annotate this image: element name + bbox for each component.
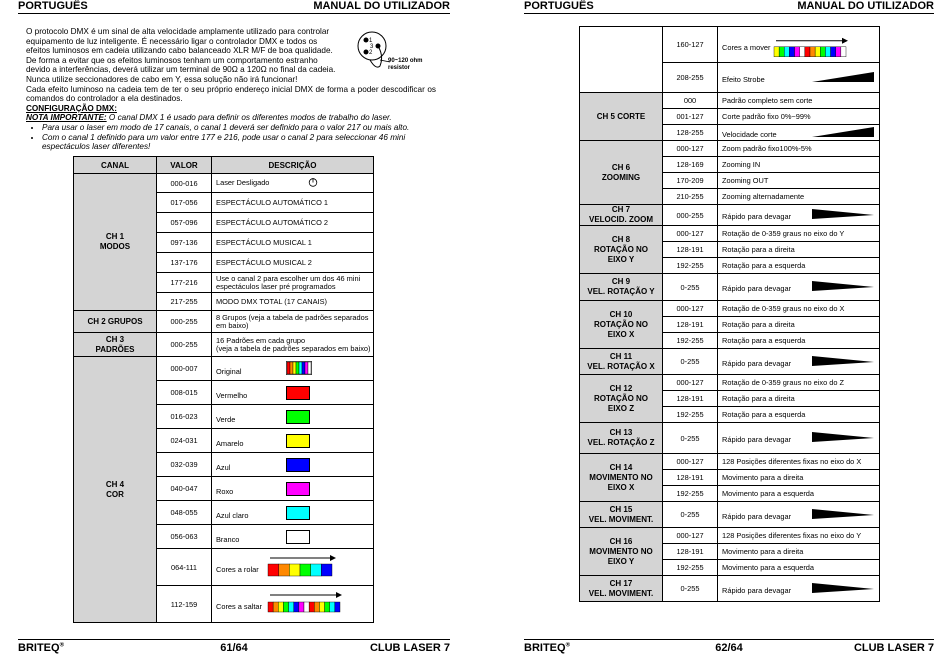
- important-note: [26, 113, 436, 151]
- note-bullet: • Para usar o laser em modo de 17 canais, o canal 1 deverá ser definido para o valor 217 ou mais alto.: [42, 123, 436, 133]
- description-cell: [718, 576, 880, 602]
- description-cell: [718, 528, 880, 544]
- value-cell: 000-255: [157, 311, 212, 333]
- table-row: [580, 349, 880, 375]
- value-cell: 177-216: [157, 273, 212, 293]
- description-text: Amarelo: [216, 438, 244, 448]
- value-cell: 192-255: [663, 407, 718, 423]
- description-text: Laser Desligado: [216, 178, 270, 187]
- description-text: 16 Padrões em cada grupo (veja a tabela de padrões separados em baixo): [216, 335, 371, 353]
- description-text: Zooming alternadamente: [722, 191, 805, 201]
- description-cell: [212, 549, 374, 586]
- description-cell: [212, 273, 374, 293]
- page-header: [524, 0, 934, 14]
- color-swatch: [286, 386, 310, 400]
- channel-cell: CH 4 COR: [74, 357, 157, 623]
- description-text: Rápido para devagar: [722, 284, 792, 293]
- dmx-table-left: [73, 156, 374, 623]
- value-cell: 097-136: [157, 233, 212, 253]
- color-swatch: [286, 458, 310, 472]
- description-text: ESPECTÁCULO MUSICAL 2: [216, 257, 312, 267]
- value-cell: 000-016: [157, 174, 212, 193]
- description-text: 128 Posições diferentes fixas no eixo do X: [722, 456, 862, 466]
- dmx-table-right: [579, 26, 880, 602]
- description-cell: [212, 405, 374, 429]
- description-cell: [212, 333, 374, 357]
- channel-cell: CH 12 ROTAÇÃO NO EIXO Z: [580, 375, 663, 423]
- description-cell: [718, 93, 880, 109]
- description-cell: [212, 453, 374, 477]
- note-bullets: [42, 123, 436, 152]
- value-cell: 000-127: [663, 454, 718, 470]
- config-title: CONFIGURAÇÃO DMX:: [26, 103, 117, 113]
- description-cell: [212, 586, 374, 623]
- value-cell: 128-191: [663, 391, 718, 407]
- table-row: [580, 27, 880, 63]
- channel-cell: CH 9 VEL. ROTAÇÃO Y: [580, 274, 663, 301]
- description-cell: [212, 525, 374, 549]
- jumping-colors-icon: [266, 591, 342, 617]
- channel-cell: CH 5 CORTE: [580, 93, 663, 141]
- xlr-connector-diagram: [354, 30, 444, 74]
- table-row: [580, 226, 880, 242]
- description-text: Rápido para devagar: [722, 212, 792, 221]
- table-row: [580, 274, 880, 301]
- speed-ramp-down-icon: [812, 356, 874, 368]
- value-cell: 128-255: [663, 125, 718, 141]
- brand-name: BRITEQ: [524, 642, 566, 654]
- value-cell: 000-127: [663, 226, 718, 242]
- value-cell: 128-191: [663, 470, 718, 486]
- description-text: Zoom padrão fixo100%-5%: [722, 143, 812, 153]
- description-text: Rotação de 0-359 graus no eixo do Y: [722, 228, 845, 238]
- speed-ramp-down-icon: [812, 281, 874, 293]
- footer-page-number: 61/64: [220, 642, 248, 654]
- power-icon: [308, 177, 318, 189]
- registered-mark: ®: [565, 642, 570, 649]
- description-cell: [718, 502, 880, 528]
- table-row: [580, 576, 880, 602]
- table-row: [580, 528, 880, 544]
- value-cell: 048-055: [157, 501, 212, 525]
- description-text: Rotação de 0-359 graus no eixo do Z: [722, 377, 845, 387]
- description-text: Movimento para a direita: [722, 472, 804, 482]
- description-cell: [718, 317, 880, 333]
- description-cell: [718, 274, 880, 301]
- note-text: O canal DMX 1 é usado para definir os diferentes modos de trabalho do laser.: [106, 113, 392, 123]
- moving-colors-icon: [772, 38, 848, 62]
- value-cell: 017-056: [157, 193, 212, 213]
- intro-paragraph-2: Cada efeito luminoso na cadeia tem de ter o seu próprio endereço inicial DMX de forma a poder descodificar os comandos do controlador a ela destinados.: [26, 84, 436, 104]
- value-cell: 000: [663, 93, 718, 109]
- table-row: [580, 454, 880, 470]
- value-cell: 040-047: [157, 477, 212, 501]
- note-label: NOTA IMPORTANTE:: [26, 113, 107, 123]
- speed-ramp-down-icon: [812, 509, 874, 521]
- intro-paragraph: [26, 27, 356, 85]
- header-channel: CANAL: [74, 157, 157, 174]
- description-cell: [212, 213, 374, 233]
- color-swatch: [286, 410, 310, 424]
- description-text: Azul: [216, 462, 231, 472]
- right-page: [524, 0, 934, 654]
- description-text: Velocidade corte: [722, 129, 777, 139]
- resistor-label: 90~120 ohm resistor: [388, 58, 423, 71]
- table-row: [74, 357, 374, 381]
- header-description: DESCRIÇÃO: [212, 157, 374, 174]
- channel-cell: CH 14 MOVIMENTO NO EIXO X: [580, 454, 663, 502]
- value-cell: 032-039: [157, 453, 212, 477]
- description-text: MODO DMX TOTAL (17 CANAIS): [216, 296, 328, 306]
- table-row: [74, 311, 374, 333]
- description-text: ESPECTÁCULO MUSICAL 1: [216, 237, 312, 247]
- table-row: [580, 301, 880, 317]
- description-text: Use o canal 2 para escolher um dos 46 mini espectáculos laser pré programados: [216, 273, 361, 291]
- description-cell: [212, 311, 374, 333]
- description-text: Cores a rolar: [216, 565, 259, 574]
- value-cell: 210-255: [663, 189, 718, 205]
- value-cell: 217-255: [157, 293, 212, 311]
- channel-cell: CH 1 MODOS: [74, 174, 157, 311]
- description-text: 128 Posições diferentes fixas no eixo do Y: [722, 530, 862, 540]
- color-swatch: [286, 434, 310, 448]
- value-cell: 208-255: [663, 63, 718, 93]
- description-cell: [718, 189, 880, 205]
- left-page: [18, 0, 450, 654]
- description-text: Rápido para devagar: [722, 511, 792, 521]
- description-cell: [212, 233, 374, 253]
- header-language: PORTUGUÊS: [18, 0, 88, 12]
- description-text: Original: [216, 366, 242, 376]
- channel-cell: CH 17 VEL. MOVIMENT.: [580, 576, 663, 602]
- header-title: MANUAL DO UTILIZADOR: [797, 0, 934, 12]
- description-text: Rotação para a direita: [722, 244, 795, 254]
- header-value: VALOR: [157, 157, 212, 174]
- description-text: Corte padrão fixo 0%~99%: [722, 111, 811, 121]
- xlr-pin-1: 1: [369, 38, 373, 44]
- channel-cell: CH 6 ZOOMING: [580, 141, 663, 205]
- value-cell: 137-176: [157, 253, 212, 273]
- table-row: [74, 333, 374, 357]
- value-cell: 024-031: [157, 429, 212, 453]
- description-cell: [718, 560, 880, 576]
- value-cell: 000-127: [663, 141, 718, 157]
- page-footer: [18, 639, 450, 654]
- value-cell: 056-063: [157, 525, 212, 549]
- description-cell: [718, 63, 880, 93]
- description-cell: [718, 226, 880, 242]
- description-cell: [718, 349, 880, 375]
- description-cell: [718, 301, 880, 317]
- intro-line: efeitos luminosos em cadeia utilizando cabo balanceado XLR M/F de boa qualidade.: [26, 46, 333, 56]
- value-cell: 057-096: [157, 213, 212, 233]
- description-text: Verde: [216, 414, 236, 424]
- value-cell: 000-127: [663, 375, 718, 391]
- table-row: [580, 375, 880, 391]
- description-text: Rotação para a esquerda: [722, 260, 806, 270]
- footer-product: CLUB LASER 7: [369, 642, 450, 654]
- description-text: Vermelho: [216, 390, 248, 400]
- value-cell: 0-255: [663, 423, 718, 454]
- channel-cell: CH 15 VEL. MOVIMENT.: [580, 502, 663, 528]
- description-text: Rápido para devagar: [722, 435, 792, 444]
- description-cell: [718, 205, 880, 226]
- description-text: ESPECTÁCULO AUTOMÁTICO 2: [216, 217, 328, 227]
- value-cell: 192-255: [663, 560, 718, 576]
- speed-ramp-up-icon: [812, 72, 874, 84]
- value-cell: 000-007: [157, 357, 212, 381]
- intro-line: O protocolo DMX é um sinal de alta velocidade amplamente utilizado para controlar: [26, 27, 330, 36]
- description-cell: [718, 486, 880, 502]
- description-text: Padrão completo sem corte: [722, 95, 813, 105]
- description-cell: [718, 423, 880, 454]
- value-cell: 128-169: [663, 157, 718, 173]
- speed-ramp-down-icon: [812, 583, 874, 595]
- description-cell: [718, 454, 880, 470]
- intro-line: De forma a evitar que os efeitos luminosos tenham um comportamento estranho: [26, 55, 318, 65]
- registered-mark: ®: [59, 642, 64, 649]
- value-cell: 008-015: [157, 381, 212, 405]
- description-cell: [212, 477, 374, 501]
- description-text: Rotação de 0-359 graus no eixo do X: [722, 303, 845, 313]
- xlr-pin-3: 3: [370, 44, 374, 50]
- description-cell: [718, 544, 880, 560]
- description-text: Rápido para devagar: [722, 585, 792, 595]
- table-row: [580, 205, 880, 226]
- description-text: Rotação para a esquerda: [722, 409, 806, 419]
- color-swatch: [286, 482, 310, 496]
- value-cell: 0-255: [663, 274, 718, 301]
- description-cell: [718, 27, 880, 63]
- header-language: PORTUGUÊS: [524, 0, 594, 12]
- value-cell: 192-255: [663, 258, 718, 274]
- channel-cell: CH 3 PADRÕES: [74, 333, 157, 357]
- footer-product: CLUB LASER 7: [853, 642, 934, 654]
- value-cell: 192-255: [663, 333, 718, 349]
- color-swatch: [286, 506, 310, 520]
- description-text: Cores a mover: [722, 42, 771, 52]
- description-cell: [212, 253, 374, 273]
- description-text: Rotação para a direita: [722, 319, 795, 329]
- value-cell: 001-127: [663, 109, 718, 125]
- brand-name: BRITEQ: [18, 642, 60, 654]
- description-cell: [212, 174, 374, 193]
- description-cell: [718, 109, 880, 125]
- table-row: [580, 502, 880, 528]
- description-cell: [718, 375, 880, 391]
- table-row: [580, 423, 880, 454]
- value-cell: 160-127: [663, 27, 718, 63]
- description-text: Movimento para a esquerda: [722, 562, 815, 572]
- channel-cell: CH 2 GRUPOS: [74, 311, 157, 333]
- description-text: Roxo: [216, 486, 234, 496]
- value-cell: 128-191: [663, 544, 718, 560]
- description-cell: [718, 141, 880, 157]
- intro-line: Nunca utilize seccionadores de cabo em Y, essa solução não irá funcionar!: [26, 74, 298, 84]
- channel-cell: CH 10 ROTAÇÃO NO EIXO X: [580, 301, 663, 349]
- description-cell: [212, 501, 374, 525]
- header-title: MANUAL DO UTILIZADOR: [313, 0, 450, 12]
- value-cell: 016-023: [157, 405, 212, 429]
- description-text: Rotação para a esquerda: [722, 335, 806, 345]
- xlr-pin-2: 2: [369, 50, 373, 56]
- description-text: 8 Grupos (veja a tabela de padrões separados em baixo): [216, 312, 369, 330]
- description-cell: [718, 157, 880, 173]
- table-row: [580, 93, 880, 109]
- description-cell: [212, 357, 374, 381]
- page-header: [18, 0, 450, 14]
- description-text: Azul claro: [216, 510, 249, 520]
- channel-cell: CH 8 ROTAÇÃO NO EIXO Y: [580, 226, 663, 274]
- channel-cell: CH 13 VEL. ROTAÇÃO Z: [580, 423, 663, 454]
- value-cell: 000-127: [663, 301, 718, 317]
- value-cell: 192-255: [663, 486, 718, 502]
- channel-cell: CH 11 VEL. ROTAÇÃO X: [580, 349, 663, 375]
- speed-ramp-down-icon: [812, 209, 874, 221]
- value-cell: 170-209: [663, 173, 718, 189]
- value-cell: 000-255: [663, 205, 718, 226]
- description-text: Branco: [216, 534, 240, 544]
- value-cell: 000-127: [663, 528, 718, 544]
- description-cell: [718, 125, 880, 141]
- description-text: Movimento para a direita: [722, 546, 804, 556]
- scrolling-colors-icon: [266, 554, 338, 580]
- description-cell: [718, 258, 880, 274]
- description-text: Rápido para devagar: [722, 358, 792, 368]
- table-header-row: [74, 157, 374, 174]
- value-cell: 000-255: [157, 333, 212, 357]
- description-cell: [212, 293, 374, 311]
- color-swatch-original: [286, 361, 312, 377]
- description-text: Rotação para a direita: [722, 393, 795, 403]
- description-text: Cores a saltar: [216, 602, 263, 611]
- intro-line: equipamento de luz inteligente. É necessário ligar o controlador DMX e todos os: [26, 36, 318, 46]
- value-cell: 0-255: [663, 576, 718, 602]
- description-text: Zooming IN: [722, 159, 761, 169]
- description-cell: [212, 381, 374, 405]
- description-cell: [212, 429, 374, 453]
- channel-cell: CH 16 MOVIMENTO NO EIXO Y: [580, 528, 663, 576]
- value-cell: 064-111: [157, 549, 212, 586]
- description-cell: [212, 193, 374, 213]
- description-text: Zooming OUT: [722, 175, 769, 185]
- value-cell: 0-255: [663, 349, 718, 375]
- description-cell: [718, 407, 880, 423]
- speed-ramp-up-icon: [812, 127, 874, 139]
- page-footer: [524, 639, 934, 654]
- description-text: Efeito Strobe: [722, 74, 765, 84]
- channel-cell: CH 7 VELOCID. ZOOM: [580, 205, 663, 226]
- value-cell: 112-159: [157, 586, 212, 623]
- speed-ramp-down-icon: [812, 432, 874, 444]
- description-cell: [718, 470, 880, 486]
- value-cell: 128-191: [663, 317, 718, 333]
- description-cell: [718, 173, 880, 189]
- description-cell: [718, 391, 880, 407]
- description-text: ESPECTÁCULO AUTOMÁTICO 1: [216, 197, 328, 207]
- table-row: [580, 141, 880, 157]
- footer-page-number: 62/64: [715, 642, 743, 654]
- description-cell: [718, 333, 880, 349]
- description-cell: [718, 242, 880, 258]
- note-bullet: • Com o canal 1 definido para um valor entre 177 e 216, pode usar o canal 2 para seleccionar 46 mini espectáculos laser diferentes!: [42, 133, 436, 152]
- value-cell: 0-255: [663, 502, 718, 528]
- channel-cell: [580, 27, 663, 93]
- table-row: [74, 174, 374, 193]
- value-cell: 128-191: [663, 242, 718, 258]
- color-swatch: [286, 530, 310, 544]
- intro-line: devido a interferências, deverá utilizar um terminal de 90Ω a 120Ω no final da cadeia.: [26, 65, 336, 75]
- description-text: Movimento para a esquerda: [722, 488, 815, 498]
